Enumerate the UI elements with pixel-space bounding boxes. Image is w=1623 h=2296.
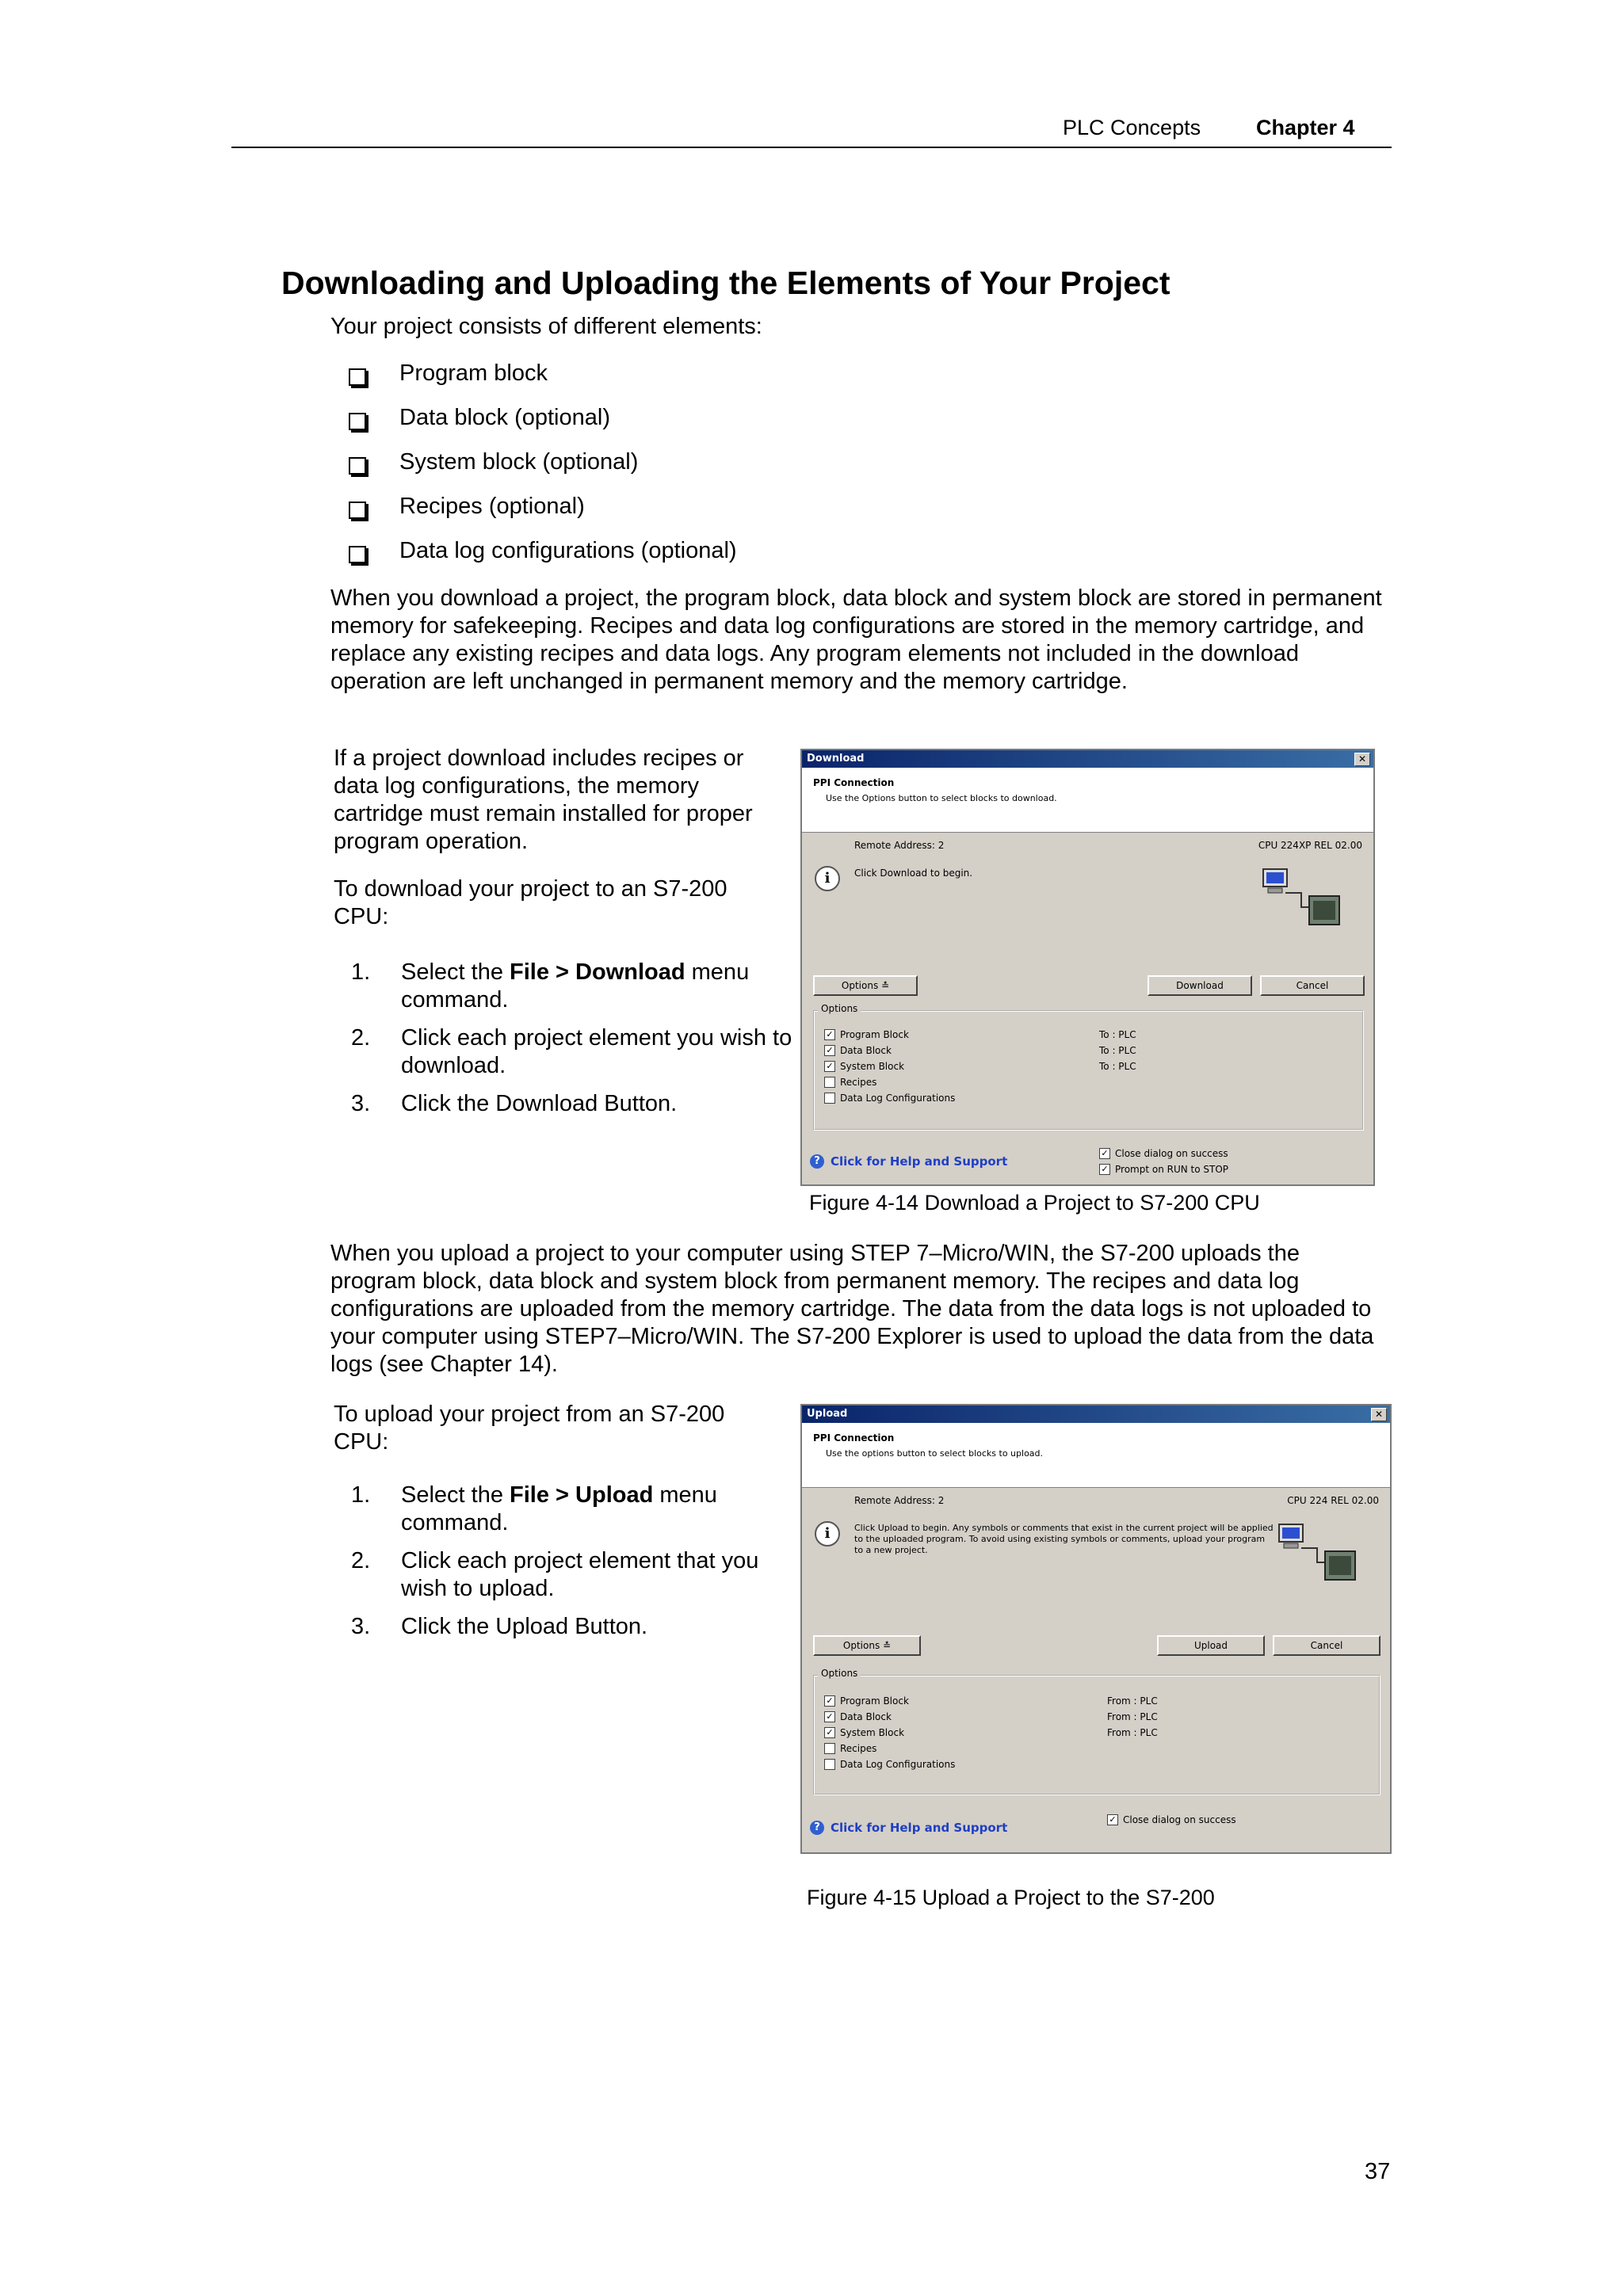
help-link[interactable]: ? Click for Help and Support (810, 1154, 1007, 1169)
download-button[interactable]: Download (1148, 975, 1252, 996)
checkbox-checked-icon: ✓ (824, 1029, 835, 1040)
checkbox-bullet-icon (349, 502, 366, 519)
option-system-block[interactable]: ✓ System Block (824, 1061, 904, 1072)
list-item: System block (optional) (349, 449, 737, 494)
prompt-run-to-stop-checkbox[interactable]: ✓ Prompt on RUN to STOP (1099, 1164, 1228, 1175)
remote-address: Remote Address: 2 (854, 1495, 945, 1506)
checkbox-bullet-icon (349, 413, 366, 430)
options-button[interactable]: Options ≛ (813, 1635, 921, 1656)
download-paragraph: When you download a project, the program block, data block and system block are stored in permanent memory for safekeeping. Recipes and data log configurations are stored in the memory cartridge, and replace any existing recipes and data logs. Any program elements not included in the download operation are left unchanged in permanent memory and the memory cartridge. (330, 585, 1382, 694)
options-button[interactable]: Options ≛ (813, 975, 918, 996)
step-item: 1. Select the File > Download menu command. (351, 959, 750, 1013)
upload-intro: To upload your project from an S7-200 CPU: (334, 1402, 725, 1455)
options-group-label: Options (818, 1668, 861, 1679)
dialog-banner: PPI Connection Use the options button to select blocks to upload. (802, 1423, 1390, 1488)
option-data-log-configurations[interactable]: Data Log Configurations (824, 1759, 955, 1770)
cancel-button[interactable]: Cancel (1260, 975, 1365, 996)
step-item: 3. Click the Upload Button. (351, 1614, 648, 1639)
option-source: From : PLC (1107, 1695, 1158, 1707)
cpu-version: CPU 224XP REL 02.00 (1258, 840, 1362, 851)
checkbox-checked-icon: ✓ (824, 1711, 835, 1722)
download-intro: To download your project to an S7-200 CPU: (334, 876, 727, 929)
list-item: Program block (349, 360, 737, 405)
option-program-block[interactable]: ✓ Program Block (824, 1695, 909, 1707)
close-icon[interactable]: ✕ (1371, 1408, 1387, 1421)
dialog-title-bar: Download ✕ (802, 750, 1373, 768)
list-item: Data log configurations (optional) (349, 538, 737, 582)
checkbox-bullet-icon (349, 368, 366, 386)
help-icon: ? (810, 1821, 824, 1835)
checkbox-bullet-icon (349, 457, 366, 475)
dialog-title-bar: Upload ✕ (802, 1405, 1390, 1423)
option-recipes[interactable]: Recipes (824, 1743, 876, 1754)
page-number: 37 (1365, 2159, 1391, 2184)
intro-text: Your project consists of different elements: (330, 314, 762, 339)
checkbox-checked-icon: ✓ (1107, 1814, 1118, 1825)
info-icon: i (815, 1521, 840, 1547)
option-source: From : PLC (1107, 1711, 1158, 1722)
info-icon: i (815, 866, 840, 891)
upload-paragraph: When you upload a project to your computer using STEP 7–Micro/WIN, the S7-200 uploads the program block, data block and system block from permanent memory. The recipes and data log configurations are uploaded from the memory cartridge. The data from the data logs is not uploaded to your computer using STEP7–Micro/WIN. The S7-200 Explorer is used to upload the data from the data logs (see Chapter 14). (330, 1241, 1374, 1377)
close-on-success-checkbox[interactable]: ✓ Close dialog on success (1099, 1148, 1228, 1159)
element-list (349, 360, 737, 582)
checkbox-checked-icon: ✓ (824, 1061, 835, 1072)
figure-caption-download: Figure 4-14 Download a Project to S7-200 CPU (809, 1191, 1260, 1215)
running-header-chapter: Chapter 4 (1256, 116, 1355, 139)
checkbox-checked-icon: ✓ (824, 1695, 835, 1707)
download-dialog (800, 749, 1375, 1186)
option-data-block[interactable]: ✓ Data Block (824, 1045, 892, 1056)
figure-caption-upload: Figure 4-15 Upload a Project to the S7-200 (807, 1886, 1215, 1909)
option-program-block[interactable]: ✓ Program Block (824, 1029, 909, 1040)
upload-button[interactable]: Upload (1157, 1635, 1265, 1656)
download-steps (334, 959, 793, 1128)
status-message: Click Upload to begin. Any symbols or comments that exist in the current project will be applied to the uploaded program. To avoid using existing symbols or comments, upload your program to a new project. (854, 1523, 1274, 1555)
download-note: If a project download includes recipes or data log configurations, the memory cartridge must remain installed for proper program operation. (334, 746, 753, 854)
help-icon: ? (810, 1154, 824, 1169)
header-rule (231, 147, 1392, 148)
pc-plc-connection-icon (1262, 866, 1349, 929)
option-target: To : PLC (1099, 1061, 1136, 1072)
options-group-label: Options (818, 1003, 861, 1014)
close-on-success-checkbox[interactable]: ✓ Close dialog on success (1107, 1814, 1236, 1825)
checkbox-checked-icon: ✓ (824, 1045, 835, 1056)
step-item: 2. Click each project element that you wish to upload. (351, 1548, 759, 1601)
checkbox-unchecked-icon (824, 1077, 835, 1088)
upload-dialog (800, 1404, 1392, 1854)
dialog-banner: PPI Connection Use the Options button to select blocks to download. (802, 768, 1373, 833)
cpu-version: CPU 224 REL 02.00 (1287, 1495, 1379, 1506)
option-target: To : PLC (1099, 1029, 1136, 1040)
checkbox-unchecked-icon (824, 1743, 835, 1754)
remote-address: Remote Address: 2 (854, 840, 945, 851)
checkbox-checked-icon: ✓ (824, 1727, 835, 1738)
close-icon[interactable]: ✕ (1354, 753, 1370, 766)
checkbox-unchecked-icon (824, 1759, 835, 1770)
option-recipes[interactable]: Recipes (824, 1077, 876, 1088)
list-item: Recipes (optional) (349, 494, 737, 538)
help-link[interactable]: ? Click for Help and Support (810, 1821, 1007, 1835)
option-system-block[interactable]: ✓ System Block (824, 1727, 904, 1738)
running-header-section: PLC Concepts (1063, 116, 1201, 139)
list-item: Data block (optional) (349, 405, 737, 449)
checkbox-checked-icon: ✓ (1099, 1164, 1110, 1175)
checkbox-checked-icon: ✓ (1099, 1148, 1110, 1159)
checkbox-unchecked-icon (824, 1093, 835, 1104)
step-item: 2. Click each project element you wish to download. (351, 1025, 792, 1078)
option-source: From : PLC (1107, 1727, 1158, 1738)
option-target: To : PLC (1099, 1045, 1136, 1056)
step-item: 1. Select the File > Upload menu command. (351, 1482, 717, 1535)
cancel-button[interactable]: Cancel (1273, 1635, 1381, 1656)
option-data-block[interactable]: ✓ Data Block (824, 1711, 892, 1722)
checkbox-bullet-icon (349, 546, 366, 563)
pc-plc-connection-icon (1277, 1521, 1365, 1585)
upload-steps (334, 1482, 793, 1651)
section-title: Downloading and Uploading the Elements of Your Project (281, 265, 1170, 301)
option-data-log-configurations[interactable]: Data Log Configurations (824, 1093, 955, 1104)
status-message: Click Download to begin. (854, 868, 973, 879)
step-item: 3. Click the Download Button. (351, 1091, 678, 1116)
